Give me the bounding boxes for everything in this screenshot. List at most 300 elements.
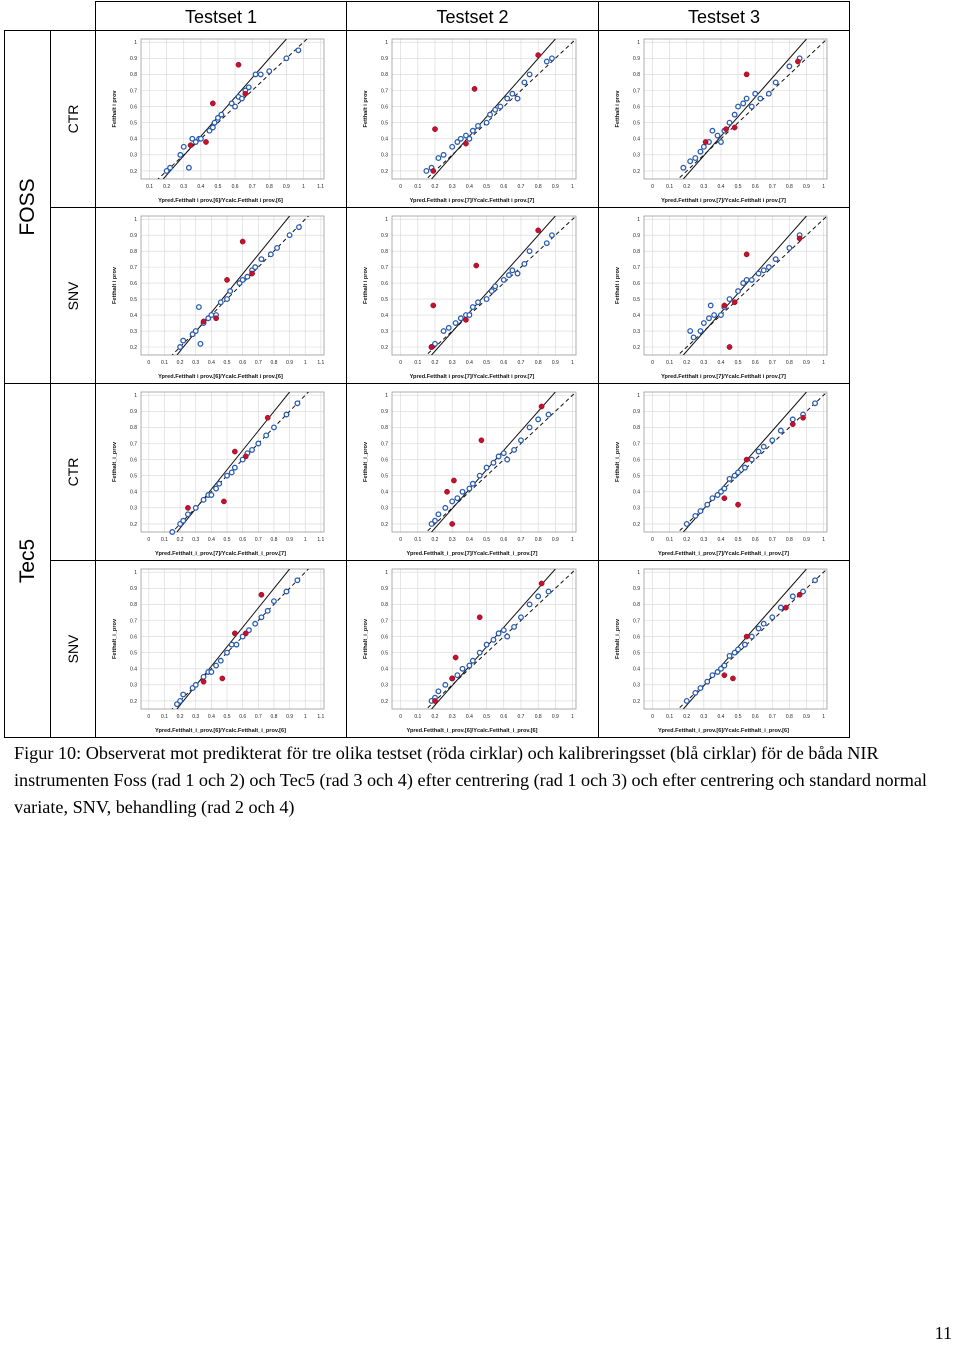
calibration-point — [813, 401, 818, 406]
calibration-point — [744, 278, 749, 283]
x-tick-label: 0.4 — [207, 714, 215, 720]
y-tick-label: 0.4 — [130, 312, 137, 319]
calibration-point — [536, 594, 541, 599]
x-tick-label: 0.8 — [785, 537, 793, 543]
calibration-point — [546, 589, 551, 594]
test-point — [451, 478, 456, 483]
x-axis-label: Ypred.Fetthalt i prov.[6]/Ycalc.Fetthalt i prov.[6] — [158, 374, 283, 380]
x-tick-label: 0.5 — [734, 360, 742, 366]
x-tick-label: 0.5 — [734, 537, 742, 543]
calibration-point — [477, 473, 482, 478]
calibration-point — [228, 289, 233, 294]
x-tick-label: 0.7 — [254, 537, 262, 543]
calibration-point — [550, 56, 555, 61]
x-tick-label: 1 — [303, 360, 307, 366]
x-tick-label: 1.1 — [317, 714, 325, 720]
y-axis-label: Fetthalt i prov — [615, 90, 621, 128]
calibration-point — [446, 326, 451, 331]
x-tick-label: 0.1 — [666, 184, 674, 190]
y-tick-label: 1 — [637, 393, 640, 400]
plot-frame — [141, 392, 324, 532]
x-tick-label: 0.9 — [286, 537, 294, 543]
calibration-point — [691, 335, 696, 340]
chart-cell — [598, 30, 850, 208]
x-tick-label: 0.8 — [534, 537, 542, 543]
calibration-point — [688, 329, 693, 334]
x-tick-label: 0.9 — [551, 537, 559, 543]
scatter-plot — [347, 561, 598, 737]
test-point — [800, 415, 805, 420]
x-axis-label: Ypred.Fetthalt_i_prov.[7]/Ycalc.Fetthalt_i_prov.[7] — [658, 551, 789, 557]
calibration-point — [705, 679, 710, 684]
x-tick-label: 0.1 — [146, 184, 154, 190]
calibration-point — [512, 448, 517, 453]
y-tick-label: 0.9 — [633, 56, 640, 63]
calibration-point — [693, 514, 698, 519]
y-tick-label: 0.3 — [130, 505, 137, 512]
test-point — [243, 91, 248, 96]
x-tick-label: 0.8 — [785, 360, 793, 366]
x-tick-label: 0.1 — [666, 537, 674, 543]
calibration-point — [493, 108, 498, 113]
calibration-point — [715, 133, 720, 138]
plot-group — [615, 392, 827, 560]
calibration-point — [684, 522, 689, 527]
calibration-point — [727, 297, 732, 302]
test-point — [744, 457, 749, 462]
x-tick-label: 0.3 — [448, 360, 456, 366]
calibration-point — [212, 120, 217, 125]
y-tick-label: 0.5 — [130, 296, 137, 303]
x-tick-label: 0.2 — [431, 537, 439, 543]
plot-group — [615, 216, 827, 383]
x-tick-label: 0.1 — [414, 360, 422, 366]
calibration-point — [253, 265, 258, 270]
calibration-point — [214, 486, 219, 491]
x-tick-label: 0.3 — [192, 714, 200, 720]
y-tick-label: 0.6 — [633, 104, 640, 111]
x-tick-label: 0.1 — [414, 184, 422, 190]
row-label-foss-ctr — [50, 30, 96, 208]
row-group-foss — [4, 30, 51, 384]
calibration-point — [170, 530, 175, 535]
calibration-point — [181, 518, 186, 523]
x-tick-label: 1.1 — [317, 184, 325, 190]
plot-frame — [141, 216, 324, 355]
x-tick-label: 0.1 — [160, 360, 168, 366]
calibration-point — [436, 689, 441, 694]
y-axis-label: Fetthalt_i_prov — [615, 441, 621, 483]
plot-group — [615, 39, 827, 207]
calibration-point — [178, 153, 183, 158]
calibration-point — [790, 417, 795, 422]
calibration-point — [225, 297, 230, 302]
test-point — [722, 496, 727, 501]
test-point — [744, 634, 749, 639]
calibration-point — [705, 502, 710, 507]
calibration-point — [477, 650, 482, 655]
x-tick-label: 0.8 — [534, 360, 542, 366]
calibration-point — [758, 96, 763, 101]
column-header-testset-1: Testset 1 — [95, 1, 347, 31]
calibration-point — [753, 91, 758, 96]
calibration-point — [491, 461, 496, 466]
calibration-point — [767, 265, 772, 270]
test-point — [432, 698, 437, 703]
y-tick-label: 0.3 — [130, 152, 137, 159]
x-tick-label: 1 — [571, 184, 574, 190]
test-point — [797, 592, 802, 597]
scatter-plot — [96, 384, 346, 560]
calibration-point — [510, 91, 515, 96]
y-tick-label: 0.9 — [381, 56, 388, 63]
x-tick-label: 0.8 — [534, 714, 542, 720]
x-tick-label: 1 — [822, 714, 825, 720]
calibration-point — [710, 496, 715, 501]
chart-cell — [95, 383, 347, 561]
y-tick-label: 1 — [134, 216, 137, 223]
calibration-point — [467, 313, 472, 318]
calibration-point — [712, 313, 717, 318]
x-tick-label: 0.3 — [700, 537, 708, 543]
plot-frame — [644, 569, 827, 709]
calibration-point — [749, 278, 754, 283]
calibration-point — [779, 428, 784, 433]
calibration-point — [505, 96, 510, 101]
x-tick-label: 0.6 — [231, 184, 239, 190]
x-tick-label: 0.3 — [180, 184, 188, 190]
chart-cell — [346, 30, 599, 208]
calibration-point — [515, 271, 520, 276]
calibration-point — [199, 136, 204, 141]
y-tick-label: 0.3 — [633, 152, 640, 159]
y-tick-label: 0.7 — [130, 441, 137, 448]
test-point — [450, 676, 455, 681]
calibration-point — [484, 642, 489, 647]
y-tick-label: 0.3 — [633, 328, 640, 335]
x-tick-label: 0.5 — [223, 714, 231, 720]
calibration-point — [527, 249, 532, 254]
calibration-point — [458, 316, 463, 321]
test-point — [220, 676, 225, 681]
calibration-point — [214, 663, 219, 668]
test-point — [539, 581, 544, 586]
x-tick-label: 0.9 — [286, 360, 294, 366]
calibration-point — [702, 145, 707, 150]
calibration-point — [756, 626, 761, 631]
x-tick-label: 0 — [399, 360, 402, 366]
y-tick-label: 1 — [134, 393, 137, 400]
row-group-tec5 — [4, 383, 51, 738]
y-tick-label: 0.6 — [130, 280, 137, 287]
x-tick-label: 0.7 — [768, 714, 776, 720]
calibration-point — [218, 658, 223, 663]
row-label-text: SNV — [65, 634, 81, 664]
x-tick-label: 0.1 — [160, 537, 168, 543]
calibration-point — [272, 599, 277, 604]
y-tick-label: 0.2 — [130, 344, 137, 351]
y-tick-label: 0.6 — [633, 457, 640, 464]
y-tick-label: 0.5 — [130, 473, 137, 480]
x-tick-label: 0.6 — [239, 360, 247, 366]
calibration-point — [710, 673, 715, 678]
calibration-point — [698, 329, 703, 334]
calibration-point — [476, 124, 481, 129]
chart-cell — [95, 30, 347, 208]
x-tick-label: 1 — [822, 184, 825, 190]
x-tick-label: 0.2 — [683, 714, 691, 720]
y-tick-label: 0.5 — [381, 473, 388, 480]
x-axis-label: Ypred.Fetthalt i prov.[6]/Ycalc.Fetthalt i prov.[6] — [158, 198, 283, 204]
x-tick-label: 0.4 — [465, 537, 473, 543]
x-tick-label: 0.6 — [500, 360, 508, 366]
y-tick-label: 1 — [385, 393, 388, 400]
calibration-point — [455, 673, 460, 678]
x-tick-label: 0.5 — [483, 184, 491, 190]
y-tick-label: 0.7 — [633, 441, 640, 448]
y-tick-label: 0.3 — [381, 505, 388, 512]
calibration-point — [688, 159, 693, 164]
x-tick-label: 0.5 — [483, 714, 491, 720]
y-tick-label: 0.2 — [633, 344, 640, 351]
y-tick-label: 0.2 — [381, 698, 388, 705]
y-tick-label: 0.8 — [130, 248, 137, 255]
x-tick-label: 0.1 — [414, 714, 422, 720]
y-tick-label: 0.3 — [633, 682, 640, 689]
calibration-point — [519, 615, 524, 620]
x-tick-label: 0 — [147, 714, 151, 720]
x-tick-label: 0.2 — [431, 714, 439, 720]
calibration-point — [756, 449, 761, 454]
test-point — [243, 454, 248, 459]
calibration-point — [253, 621, 258, 626]
calibration-point — [460, 666, 465, 671]
calibration-point — [736, 104, 741, 109]
y-tick-label: 0.8 — [633, 248, 640, 255]
calibration-point — [269, 252, 274, 257]
calibration-point — [256, 441, 261, 446]
y-tick-label: 0.7 — [130, 618, 137, 625]
y-axis-label: Fetthalt_i_prov — [363, 441, 369, 483]
test-point — [744, 252, 749, 257]
y-tick-label: 0.5 — [633, 650, 640, 657]
x-tick-label: 0.4 — [197, 184, 205, 190]
plot-group — [112, 384, 325, 560]
calibration-point — [197, 305, 202, 310]
y-tick-label: 1 — [134, 570, 137, 577]
calibration-point — [505, 634, 510, 639]
x-tick-label: 0.8 — [265, 184, 273, 190]
test-point — [783, 605, 788, 610]
y-axis-label: Fetthalt i prov — [363, 267, 369, 304]
x-tick-label: 0.9 — [803, 537, 810, 543]
calibration-point — [693, 691, 698, 696]
x-tick-label: 0.4 — [717, 360, 725, 366]
calibration-point — [443, 506, 448, 511]
y-tick-label: 0.6 — [633, 280, 640, 287]
x-tick-label: 0.2 — [431, 184, 439, 190]
test-point — [249, 271, 254, 276]
y-tick-label: 0.2 — [381, 168, 388, 175]
y-tick-label: 0.2 — [130, 521, 137, 528]
x-tick-label: 0.4 — [465, 184, 473, 190]
target-line-dashed — [141, 561, 324, 737]
x-tick-label: 0.7 — [768, 360, 776, 366]
plot-group — [112, 561, 325, 737]
calibration-point — [240, 96, 245, 101]
y-tick-label: 0.6 — [130, 634, 137, 641]
chart-cell — [598, 383, 850, 561]
test-point — [722, 673, 727, 678]
calibration-point — [272, 425, 277, 430]
y-tick-label: 0.2 — [633, 698, 640, 705]
plot-group — [112, 208, 325, 383]
calibration-point — [284, 412, 289, 417]
x-tick-label: 0.7 — [517, 537, 525, 543]
y-tick-label: 0.6 — [381, 104, 388, 111]
y-tick-label: 0.2 — [381, 521, 388, 528]
y-tick-label: 0.8 — [130, 72, 137, 79]
y-axis-label: Fetthalt i prov — [112, 90, 118, 128]
calibration-point — [544, 59, 549, 64]
x-tick-label: 0.4 — [717, 184, 725, 190]
x-tick-label: 1 — [302, 184, 305, 190]
calibration-point — [787, 246, 792, 251]
x-tick-label: 0.7 — [768, 184, 776, 190]
row-label-text: SNV — [65, 281, 81, 310]
test-point — [479, 438, 484, 443]
row-label-foss-snv — [50, 207, 96, 384]
x-tick-label: 1.1 — [317, 537, 325, 543]
x-axis-label: Ypred.Fetthalt i prov.[7]/Ycalc.Fetthalt i prov.[7] — [661, 374, 786, 380]
y-tick-label: 1 — [637, 40, 640, 47]
test-point — [539, 404, 544, 409]
y-tick-label: 0.8 — [381, 248, 388, 255]
plot-frame — [644, 392, 827, 532]
y-tick-label: 0.9 — [130, 232, 137, 239]
x-tick-label: 0.6 — [500, 184, 508, 190]
calibration-point — [736, 647, 741, 652]
calibration-point — [496, 454, 501, 459]
test-point — [240, 239, 245, 244]
x-tick-label: 0.5 — [483, 537, 491, 543]
test-point — [795, 59, 800, 64]
x-tick-label: 0.6 — [500, 714, 508, 720]
test-point — [224, 277, 229, 282]
calibration-point — [681, 165, 686, 170]
x-tick-label: 0 — [147, 360, 151, 366]
test-point — [188, 143, 193, 148]
x-tick-label: 0.3 — [448, 714, 456, 720]
x-tick-label: 1 — [571, 537, 574, 543]
scatter-plot — [96, 31, 346, 207]
x-tick-label: 0.7 — [517, 714, 525, 720]
calibration-point — [467, 663, 472, 668]
calibration-point — [259, 615, 264, 620]
y-tick-label: 0.7 — [130, 264, 137, 271]
calibration-point — [219, 112, 224, 117]
calibration-point — [790, 594, 795, 599]
calibration-point — [741, 101, 746, 106]
y-axis-label: Fetthalt i prov — [615, 267, 621, 304]
calibration-point — [287, 233, 292, 238]
x-tick-label: 0.6 — [751, 184, 759, 190]
x-tick-label: 0.2 — [176, 714, 184, 720]
test-point — [201, 319, 206, 324]
y-tick-label: 0.6 — [381, 280, 388, 287]
calibration-point — [484, 297, 489, 302]
test-point — [735, 502, 740, 507]
x-tick-label: 0.6 — [751, 714, 759, 720]
calibration-point — [749, 634, 754, 639]
y-tick-label: 0.8 — [381, 602, 388, 609]
x-tick-label: 0 — [651, 184, 654, 190]
x-tick-label: 0.5 — [223, 360, 231, 366]
calibration-point — [209, 313, 214, 318]
test-point — [744, 72, 749, 77]
y-tick-label: 0.6 — [633, 634, 640, 641]
plot-group — [363, 569, 576, 737]
x-tick-label: 0 — [651, 537, 654, 543]
test-point — [203, 139, 208, 144]
calibration-point — [779, 605, 784, 610]
calibration-point — [296, 48, 301, 53]
column-header-testset-3: Testset 3 — [598, 1, 850, 31]
calibration-point — [436, 156, 441, 161]
y-tick-label: 0.8 — [633, 425, 640, 432]
chart-cell — [346, 207, 599, 384]
calibration-point — [719, 140, 724, 145]
fit-lines — [141, 561, 324, 737]
x-tick-label: 0.1 — [666, 360, 674, 366]
x-tick-label: 0.9 — [803, 184, 810, 190]
calibration-point — [702, 321, 707, 326]
calibration-point — [460, 489, 465, 494]
calibration-point — [250, 448, 255, 453]
calibration-point — [467, 486, 472, 491]
scatter-plot — [599, 208, 849, 383]
y-tick-label: 0.9 — [381, 586, 388, 593]
calibration-point — [246, 85, 251, 90]
y-tick-label: 0.5 — [130, 120, 137, 127]
y-axis-label: Fetthalt i prov — [363, 90, 369, 128]
scatter-plot — [599, 561, 849, 737]
y-tick-label: 0.6 — [130, 104, 137, 111]
chart-cell — [346, 383, 599, 561]
x-tick-label: 0.5 — [214, 184, 222, 190]
y-tick-label: 0.9 — [130, 586, 137, 593]
y-tick-label: 0.9 — [130, 409, 137, 416]
x-tick-label: 0.3 — [448, 537, 456, 543]
calibration-point — [756, 271, 761, 276]
x-tick-label: 0.1 — [414, 537, 422, 543]
calibration-point — [698, 509, 703, 514]
x-tick-label: 1 — [571, 360, 574, 366]
test-point — [265, 415, 270, 420]
calibration-point — [178, 699, 183, 704]
y-tick-label: 0.3 — [381, 682, 388, 689]
calibration-point — [295, 578, 300, 583]
calibration-point — [186, 512, 191, 517]
x-tick-label: 0.7 — [248, 184, 256, 190]
y-tick-label: 0.5 — [381, 650, 388, 657]
x-tick-label: 0.9 — [551, 184, 559, 190]
y-tick-label: 0.4 — [633, 666, 640, 673]
y-tick-label: 0.7 — [633, 618, 640, 625]
y-axis-label: Fetthalt_i_prov — [112, 618, 118, 660]
y-tick-label: 0.8 — [381, 425, 388, 432]
y-tick-label: 0.2 — [130, 698, 137, 705]
